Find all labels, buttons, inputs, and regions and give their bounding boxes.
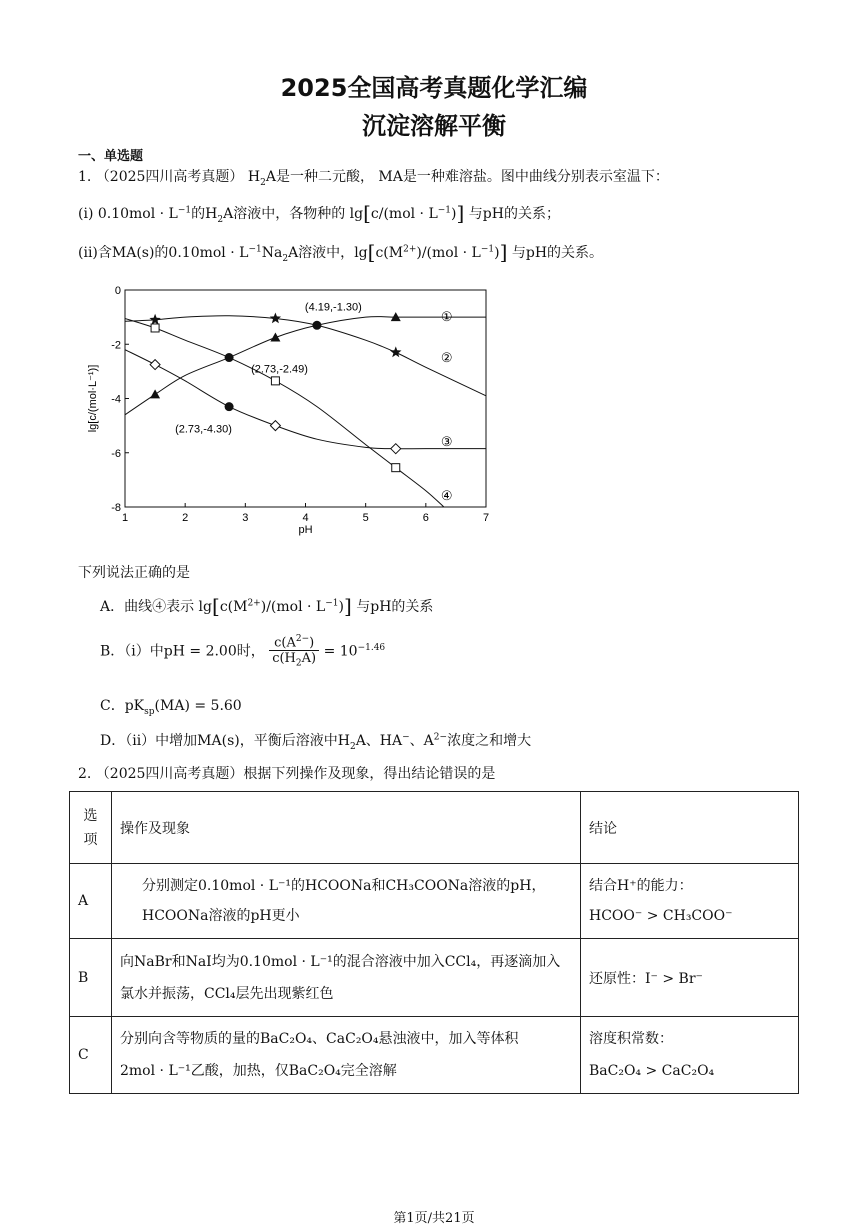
triangle-marker: [270, 332, 280, 341]
diamond-marker: [150, 360, 160, 370]
row-conclusion: 还原性：I⁻ > Br⁻: [581, 939, 799, 1017]
text: 与pH的关系: [356, 599, 434, 615]
sup: −1: [480, 244, 495, 255]
q1-text-b: MA是一种难溶盐。图中曲线分别表示室温下：: [378, 169, 669, 185]
y-tick-label: 0: [114, 285, 121, 297]
q1-option-a[interactable]: A．曲线④表示 $\lg[c(M^{2+})/(mol \cdot L^{-1})]$ 与pH的关系: [100, 594, 434, 618]
document-title: 2025全国高考真题化学汇编: [280, 74, 588, 102]
sup: −1: [325, 598, 339, 609]
text: lg: [354, 245, 368, 261]
sup: −: [402, 732, 410, 743]
row-conclusion: [581, 1017, 799, 1094]
fraction: $\frac{c(A^{2-})}{c(H_2A)}$: [269, 634, 319, 669]
section-heading: 一、单选题: [78, 149, 144, 164]
text: A溶液中，: [288, 245, 355, 261]
q1-option-d[interactable]: [100, 730, 531, 752]
table-row: [70, 864, 799, 939]
table-row: [70, 939, 799, 1017]
text: HCOONa溶液的pH更小: [142, 908, 300, 924]
text: 与pH的关系。: [511, 245, 604, 261]
text: c/(mol · L: [370, 206, 438, 222]
sup: −1.46: [357, 642, 386, 653]
sup: 2+: [247, 598, 261, 609]
curve-label: ①: [440, 309, 453, 325]
sup: −1: [248, 244, 262, 255]
chart-figure: [70, 280, 500, 550]
page-number: 第1页/共21页: [393, 1211, 475, 1226]
row-option: A: [70, 864, 112, 939]
q1-text-a: A是一种二元酸，: [265, 169, 374, 185]
text: )/(mol · L: [260, 599, 326, 615]
text: A): [301, 651, 317, 667]
square-marker: [392, 464, 400, 472]
x-tick-label: 7: [482, 512, 490, 524]
header-option: [70, 792, 112, 864]
text: 氯水并振荡，CCl₄层先出现紫红色: [120, 985, 334, 1002]
y-tick-label: -6: [111, 447, 121, 460]
star-marker: [270, 313, 281, 324]
y-axis-label: lg[c/(mol·L⁻¹)]: [87, 364, 99, 433]
table-header-row: [70, 792, 799, 864]
q1-h: H: [247, 169, 261, 185]
text: 分别测定0.10mol · L⁻¹的HCOONa和CH₃COONa溶液的pH，: [142, 878, 546, 894]
text: (i) 0.10mol · L: [78, 206, 178, 222]
text: 浓度之和增大: [447, 733, 532, 749]
table-row: [70, 1017, 799, 1094]
point-label: (2.73,-4.30): [175, 423, 232, 436]
text: A、HA: [355, 733, 403, 749]
highlight-point: [312, 321, 321, 330]
x-tick-label: 4: [302, 512, 309, 524]
diamond-marker: [391, 444, 401, 454]
q1-condition-i: (i) $0.10mol \cdot L^{-1}$的$H_2A$溶液中，各物种的 $\lg[c/(mol \cdot L^{-1})]$ 与pH的关系；: [78, 201, 560, 225]
q2-stem: 2. （2025四川高考真题）根据下列操作及现象，得出结论错误的是: [78, 766, 496, 782]
q1-number: 1. （2025四川高考真题）: [78, 169, 244, 185]
sub-2: 2: [282, 253, 289, 264]
sub-2: 2: [349, 741, 356, 752]
text: D．（ⅱ）中增加MA(s)，平衡后溶液中H: [100, 733, 350, 749]
sup: −1: [177, 205, 192, 216]
q1-option-c[interactable]: [100, 695, 242, 717]
curve-label: ③: [440, 433, 453, 449]
sub-2: 2: [295, 658, 302, 669]
star-marker: [390, 346, 402, 357]
sup: 2+: [403, 244, 417, 255]
q2-table: [69, 791, 799, 1094]
text: 选: [83, 807, 98, 824]
text: 、A: [409, 733, 434, 749]
q1-condition-ii: (ⅱ)含MA(s)的$0.10mol \cdot L^{-1}Na_2A$溶液中，$\lg[c(M^{2+})/(mol \cdot L^{-1})]$ 与pH的关系。: [78, 240, 604, 264]
sup: 2−: [433, 732, 448, 743]
row-option: B: [70, 939, 112, 1017]
text: (MA) = 5.60: [154, 698, 242, 714]
x-axis-label: pH: [298, 524, 313, 536]
text: BaC₂O₄ > CaC₂O₄: [589, 1063, 715, 1079]
y-tick-label: -2: [111, 339, 121, 352]
row-conclusion: [581, 864, 799, 939]
point-label: (2.73,-2.49): [251, 363, 308, 376]
sub: sp: [144, 706, 155, 717]
text: 2mol · L⁻¹乙酸，加热，仅BaC₂O₄完全溶解: [120, 1063, 397, 1079]
text: Na: [261, 245, 283, 261]
sup: −1: [437, 205, 452, 216]
text: )/(mol · L: [416, 245, 481, 261]
highlight-point: [225, 353, 234, 362]
row-option: C: [70, 1017, 112, 1094]
triangle-marker: [150, 389, 160, 398]
square-marker: [151, 324, 159, 332]
text: A．曲线④表示 lg: [100, 599, 212, 615]
sup: 2−: [295, 634, 310, 644]
text: c(H: [272, 651, 296, 667]
text: c(A: [274, 635, 296, 651]
header-conclusion: 结论: [581, 792, 799, 864]
sub-2: 2: [260, 177, 266, 188]
sub-2: 2: [217, 214, 224, 225]
text: 与pH的关系；: [468, 206, 560, 222]
star-marker: [149, 314, 160, 325]
q1-stem: [78, 166, 669, 188]
text: 分别向含等物质的量的BaC₂O₄、CaC₂O₄悬浊液中，加入等体积: [120, 1031, 519, 1047]
diamond-marker: [270, 421, 280, 431]
y-tick-label: -8: [111, 502, 121, 514]
q1-prompt: 下列说法正确的是: [78, 565, 190, 581]
x-tick-label: 3: [242, 512, 249, 524]
highlight-point: [225, 402, 234, 411]
text: 向NaBr和NaI均为0.10mol · L⁻¹的混合溶液中加入CCl₄，再逐滴加入: [120, 953, 561, 970]
text: ): [494, 245, 500, 261]
text: 的: [191, 206, 206, 222]
text: c(M: [375, 245, 404, 261]
text: HCOO⁻ > CH₃COO⁻: [589, 908, 733, 924]
text: c(M: [219, 599, 248, 615]
q1-option-b[interactable]: [100, 634, 385, 669]
text: ): [338, 599, 344, 615]
header-operation: 操作及现象: [112, 792, 581, 864]
text: 溶度积常数：: [589, 1031, 673, 1047]
point-label: (4.19,-1.30): [304, 301, 362, 314]
x-tick-label: 1: [121, 512, 129, 524]
curve-label: ④: [440, 488, 453, 504]
row-operation: [112, 939, 581, 1017]
document-subtitle: 沉淀溶解平衡: [362, 112, 506, 140]
text: 结合H⁺的能力：: [589, 878, 693, 894]
curve-square: [125, 318, 444, 507]
row-operation: [112, 1017, 581, 1094]
text: A溶液中，各物种的 lg: [223, 206, 364, 222]
text: ): [451, 206, 457, 222]
curve-label: ②: [440, 349, 453, 365]
text: = 10: [323, 643, 358, 660]
text: 项: [83, 831, 98, 848]
row-operation: [112, 864, 581, 939]
text: B．（ⅰ）中pH = 2.00时，: [100, 643, 265, 660]
square-marker: [271, 377, 279, 385]
text: (ⅱ)含MA(s)的0.10mol · L: [78, 245, 249, 261]
x-tick-label: 5: [362, 512, 369, 524]
x-tick-label: 6: [422, 512, 429, 524]
x-tick-label: 2: [182, 512, 189, 524]
y-tick-label: -4: [111, 393, 121, 406]
text: C．pK: [100, 698, 145, 714]
